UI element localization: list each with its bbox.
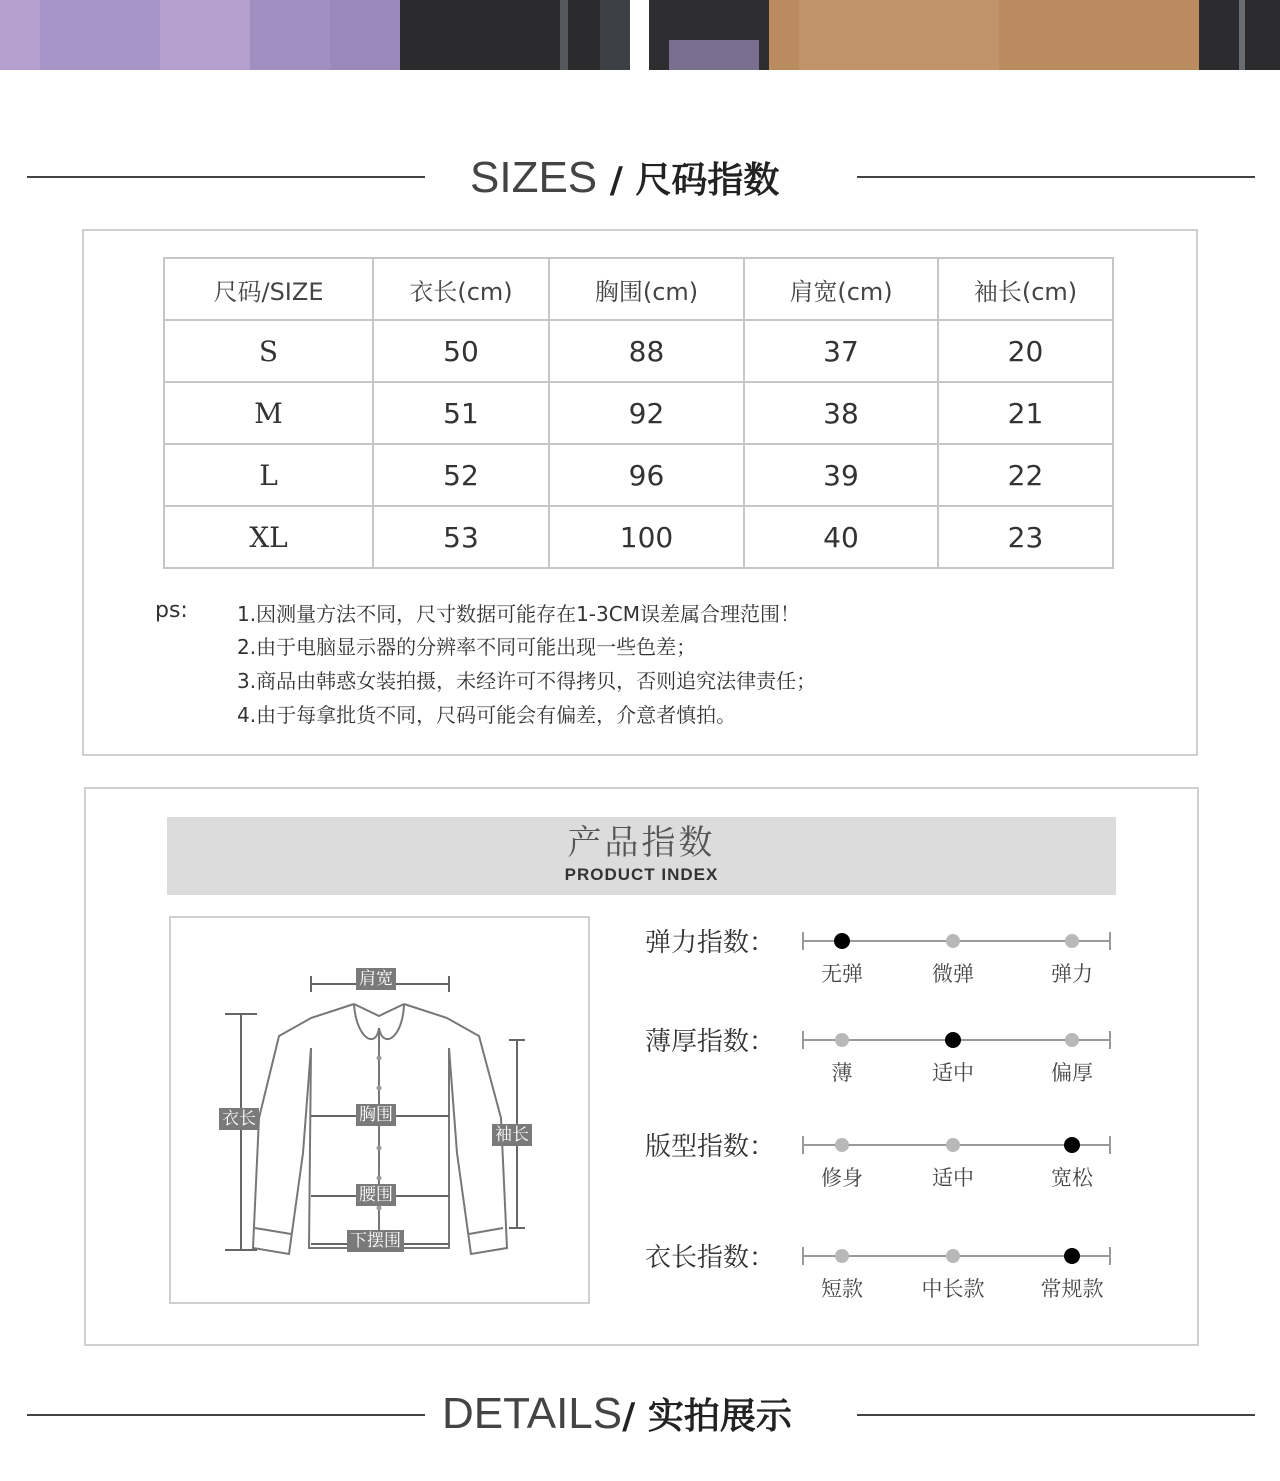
size-table-row xyxy=(164,382,1113,444)
details-heading-cn: 实拍展示 xyxy=(647,1396,792,1437)
details-heading xyxy=(442,1388,792,1439)
index-dot xyxy=(835,1033,849,1047)
length-cell: 51 xyxy=(373,382,549,444)
diagram-label-chest: 胸围 xyxy=(356,1104,396,1126)
sleeve-cell: 22 xyxy=(938,444,1113,506)
sizes-heading-cn: 尺码指数 xyxy=(635,160,780,201)
heading-rule-left xyxy=(27,1414,425,1416)
shoulder-cell: 39 xyxy=(744,444,938,506)
note-line: 1.因测量方法不同，尺寸数据可能存在1-3CM误差属合理范围！ xyxy=(237,602,800,626)
sizes-heading-slash: / xyxy=(597,160,636,201)
index-scale-tick xyxy=(802,1031,804,1049)
notes-ps-label: ps: xyxy=(155,598,188,623)
garment-diagram xyxy=(169,916,590,1304)
product-index-subtitle: PRODUCT INDEX xyxy=(564,865,719,884)
index-scale-tick xyxy=(1109,1136,1111,1154)
size-cell: S xyxy=(164,320,373,382)
size-table-header-cell: 肩宽(cm) xyxy=(744,258,938,320)
size-table-header-cell: 胸围(cm) xyxy=(549,258,744,320)
index-scale-tick xyxy=(802,1247,804,1265)
sleeve-cell: 20 xyxy=(938,320,1113,382)
index-option-label: 适中 xyxy=(932,1061,974,1085)
index-option-label: 微弹 xyxy=(932,962,974,986)
index-dot-selected xyxy=(834,933,850,949)
index-dot xyxy=(946,934,960,948)
sizes-heading-en: SIZES xyxy=(470,153,598,202)
index-option-label: 适中 xyxy=(932,1166,974,1190)
sleeve-cell: 21 xyxy=(938,382,1113,444)
index-label: 版型指数： xyxy=(645,1132,776,1162)
details-heading-en: DETAILS xyxy=(442,1389,623,1438)
size-table-row xyxy=(164,444,1113,506)
note-line: 2.由于电脑显示器的分辨率不同可能出现一些色差； xyxy=(237,635,697,659)
index-dot xyxy=(1065,934,1079,948)
index-option-label: 修身 xyxy=(821,1166,863,1190)
chest-cell: 88 xyxy=(549,320,744,382)
index-option-label: 短款 xyxy=(821,1277,863,1301)
length-cell: 50 xyxy=(373,320,549,382)
chest-cell: 100 xyxy=(549,506,744,568)
index-option-label: 弹力 xyxy=(1051,962,1093,986)
index-option-label: 常规款 xyxy=(1040,1277,1104,1301)
size-table-header-cell: 尺码/SIZE xyxy=(164,258,373,320)
size-table xyxy=(163,257,1114,569)
length-cell: 52 xyxy=(373,444,549,506)
index-dot xyxy=(946,1138,960,1152)
chest-cell: 92 xyxy=(549,382,744,444)
sizes-heading xyxy=(470,152,779,203)
index-dot xyxy=(1065,1033,1079,1047)
length-cell: 53 xyxy=(373,506,549,568)
index-label: 弹力指数： xyxy=(645,928,776,958)
size-cell: XL xyxy=(164,506,373,568)
diagram-label-length: 衣长 xyxy=(219,1108,259,1130)
index-option-label: 无弹 xyxy=(821,962,863,986)
shoulder-cell: 40 xyxy=(744,506,938,568)
diagram-label-shoulder: 肩宽 xyxy=(356,968,396,990)
diagram-label-hem: 下摆围 xyxy=(347,1230,404,1252)
product-index-banner xyxy=(167,817,1116,895)
index-label: 衣长指数： xyxy=(645,1243,776,1273)
index-dot-selected xyxy=(1064,1248,1080,1264)
size-table-row xyxy=(164,506,1113,568)
index-option-label: 偏厚 xyxy=(1051,1061,1093,1085)
shoulder-cell: 38 xyxy=(744,382,938,444)
index-scale-tick xyxy=(802,932,804,950)
index-dot xyxy=(835,1249,849,1263)
shoulder-cell: 37 xyxy=(744,320,938,382)
product-index-title: 产品指数 xyxy=(567,823,716,863)
chest-cell: 96 xyxy=(549,444,744,506)
index-dot-selected xyxy=(945,1032,961,1048)
heading-rule-right xyxy=(857,1414,1255,1416)
index-option-label: 薄 xyxy=(831,1061,853,1085)
index-scale-tick xyxy=(1109,1247,1111,1265)
index-scale-tick xyxy=(802,1136,804,1154)
diagram-label-waist: 腰围 xyxy=(356,1184,396,1206)
index-scale-tick xyxy=(1109,1031,1111,1049)
index-option-label: 中长款 xyxy=(921,1277,985,1301)
heading-rule-right xyxy=(857,176,1255,178)
index-dot xyxy=(835,1138,849,1152)
size-cell: L xyxy=(164,444,373,506)
note-line: 3.商品由韩惑女装拍摄，未经许可不得拷贝，否则追究法律责任； xyxy=(237,669,817,693)
product-photo-right xyxy=(649,0,1280,70)
note-line: 4.由于每拿批货不同，尺码可能会有偏差，介意者慎拍。 xyxy=(237,703,737,727)
size-table-row xyxy=(164,320,1113,382)
index-label: 薄厚指数： xyxy=(645,1027,776,1057)
sleeve-cell: 23 xyxy=(938,506,1113,568)
size-cell: M xyxy=(164,382,373,444)
index-option-label: 宽松 xyxy=(1051,1166,1093,1190)
index-scale-tick xyxy=(1109,932,1111,950)
size-table-header-cell: 衣长(cm) xyxy=(373,258,549,320)
size-table-header-cell: 袖长(cm) xyxy=(938,258,1113,320)
diagram-label-sleeve: 袖长 xyxy=(492,1124,532,1146)
size-table-header xyxy=(164,258,1113,320)
details-heading-slash: / xyxy=(622,1396,648,1437)
product-photo-left xyxy=(0,0,630,70)
index-dot-selected xyxy=(1064,1137,1080,1153)
heading-rule-left xyxy=(27,176,425,178)
index-dot xyxy=(946,1249,960,1263)
